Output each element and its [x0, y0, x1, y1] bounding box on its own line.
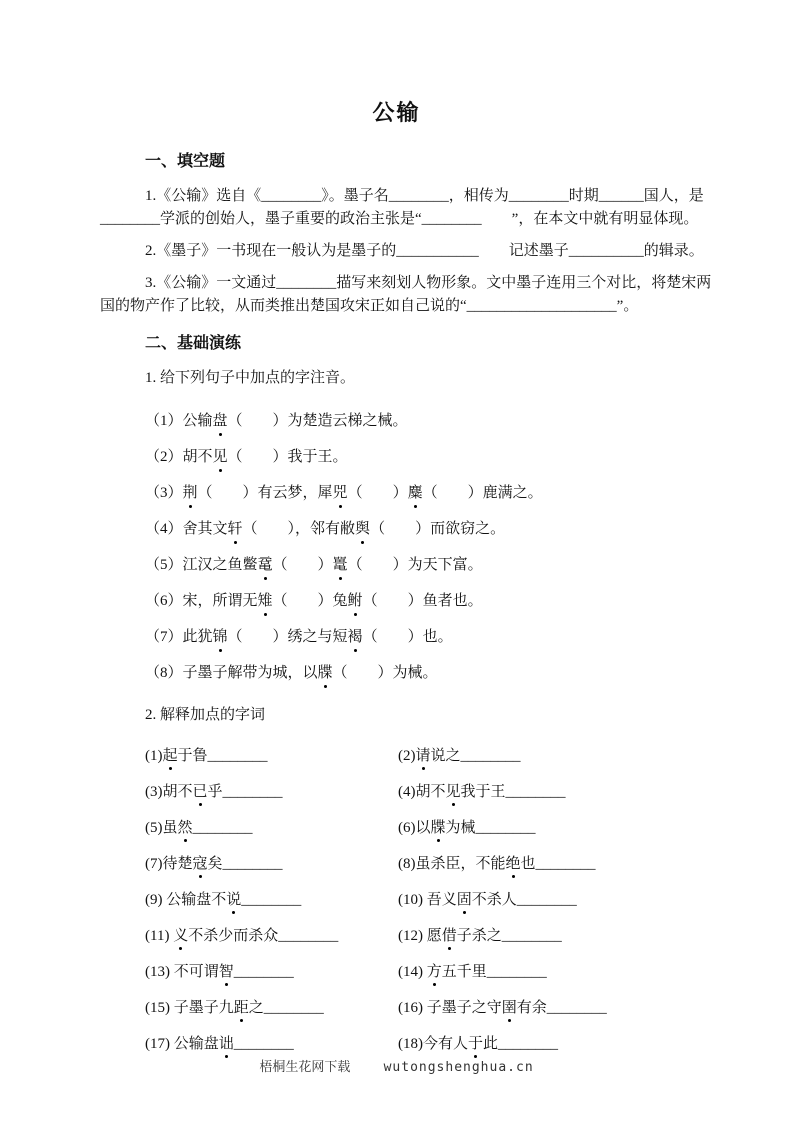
- page-footer: [0, 1056, 793, 1075]
- fill-q1-line2: ________学派的创始人，墨子重要的政治主张是“________ ”，在本文中就有明显体现。: [100, 211, 699, 227]
- explain-item-4: (4)胡不见我于王________: [398, 775, 693, 811]
- explain-item-1: (1)起于鲁________: [145, 739, 398, 775]
- explain-row: [100, 955, 693, 991]
- explain-row: [100, 991, 693, 1027]
- page-title: 公输: [372, 100, 421, 125]
- footer-site-url: wutongshenghua.cn: [383, 1060, 534, 1075]
- pinyin-list: [100, 404, 693, 692]
- pinyin-item-4: （4）舍其文轩（ ），邻有敝舆（ ）而欲窃之。: [145, 512, 693, 548]
- explain-item-16: (16) 子墨子之守圉有余________: [398, 991, 693, 1027]
- explain-item-5: (5)虽然________: [145, 811, 398, 847]
- explain-row: [100, 775, 693, 811]
- pinyin-prompt: 1. 给下列句子中加点的字注音。: [145, 370, 356, 386]
- explain-row: [100, 919, 693, 955]
- section-basic-heading: 二、基础演练: [145, 335, 242, 352]
- pinyin-item-6: （6）宋，所谓无雉（ ）兔鲋（ ）鱼者也。: [145, 584, 693, 620]
- pinyin-item-2: （2）胡不见（ ）我于王。: [145, 440, 693, 476]
- explain-prompt: 2. 解释加点的字词: [145, 707, 266, 723]
- explain-item-3: (3)胡不已乎________: [145, 775, 398, 811]
- fill-q3-line2: 国的物产作了比较，从而类推出楚国攻宋正如自己说的“____________________”。: [100, 298, 639, 314]
- explain-row: [100, 883, 693, 919]
- explain-item-6: (6)以牒为械________: [398, 811, 693, 847]
- pinyin-item-1: （1）公输盘（ ）为楚造云梯之械。: [145, 404, 693, 440]
- explain-item-11: (11) 义不杀少而杀众________: [145, 919, 398, 955]
- explain-item-9: (9) 公输盘不说________: [145, 883, 398, 919]
- explain-item-15: (15) 子墨子九距之________: [145, 991, 398, 1027]
- explain-item-10: (10) 吾义固不杀人________: [398, 883, 693, 919]
- pinyin-item-8: （8）子墨子解带为城，以牒（ ）为械。: [145, 656, 693, 692]
- explain-row: [100, 811, 693, 847]
- explain-item-8: (8)虽杀臣，不能绝也________: [398, 847, 693, 883]
- fill-q2: 2.《墨子》一书现在一般认为是墨子的___________ 记述墨子__________的辑录。: [145, 243, 704, 259]
- fill-q1-line1: 1.《公输》选自《________》。墨子名________，相传为________时期______国人，是: [145, 188, 704, 204]
- explain-row: [100, 847, 693, 883]
- explain-item-17: (17) 公输盘诎________: [145, 1027, 398, 1063]
- section-fill-heading: 一、填空题: [145, 153, 226, 170]
- explain-row: [100, 739, 693, 775]
- pinyin-item-3: （3）荆（ ）有云梦，犀兕（ ）麋（ ）鹿满之。: [145, 476, 693, 512]
- fill-q3-line1: 3.《公输》一文通过________描写来刻划人物形象。文中墨子连用三个对比，将楚宋两: [145, 275, 712, 291]
- footer-site-name: 梧桐生花网下载: [259, 1059, 351, 1074]
- explain-item-12: (12) 愿借子杀之________: [398, 919, 693, 955]
- pinyin-item-7: （7）此犹锦（ ）绣之与短褐（ ）也。: [145, 620, 693, 656]
- explain-item-18: (18)今有人于此________: [398, 1027, 693, 1063]
- explain-grid: [100, 739, 693, 1063]
- explain-item-2: (2)请说之________: [398, 739, 693, 775]
- explain-item-13: (13) 不可谓智________: [145, 955, 398, 991]
- pinyin-item-5: （5）江汉之鱼鳖鼋（ ）鼍（ ）为天下富。: [145, 548, 693, 584]
- explain-item-7: (7)待楚寇矣________: [145, 847, 398, 883]
- explain-item-14: (14) 方五千里________: [398, 955, 693, 991]
